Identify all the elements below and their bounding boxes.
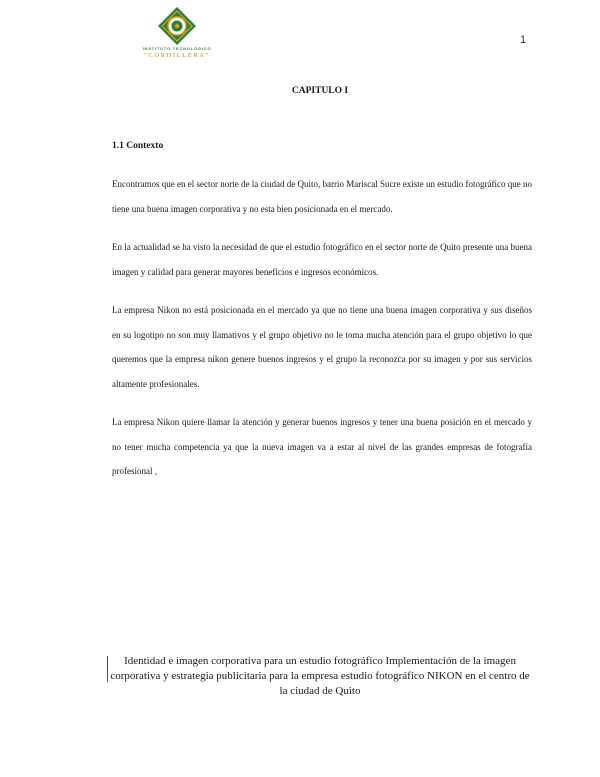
paragraph: En la actualidad se ha visto la necesidad de que el estudio fotográfico en el sector norte de Quito presente una buena imagen y calidad para generar mayores beneficios e ingresos económicos. (112, 242, 532, 277)
institution-subname: "CORDILLERA" (144, 52, 210, 59)
section-title: 1.1 Contexto (112, 141, 164, 151)
institution-emblem-icon (157, 6, 197, 46)
paragraph: La empresa Nikon no está posicionada en el mercado ya que no tiene una buena imagen corporativa y sus diseños en su logotipo no son muy llamativos y el grupo objetivo no le toma mucha atención para el grupo objetivo lo que queremos que la empresa nikon genere buenos ingresos y el grupo la reconozca por su imagen y por sus servicios altamente profesionales. (112, 305, 532, 389)
body-text (112, 172, 532, 498)
paragraph: Encontramos que en el sector norte de la ciudad de Quito, barrio Mariscal Sucre existe un estudio fotográfico que no tiene una buena imagen corporativa y no esta bien posicionada en el mercado. (112, 179, 532, 214)
paragraph: La empresa Nikon quiere llamar la atención y generar buenos ingresos y tener una buena posición en el mercado y no tener mucha competencia ya que la nueva imagen va a estar al nivel de las grandes empresas de fotografía profesional , (112, 417, 532, 476)
page-number: 1 (520, 34, 527, 46)
page-footer: Identidad e imagen corporativa para un estudio fotográfico Implementación de la imagen corporativa y estrategia publicitaria para la empresa estudio fotográfico NIKON en el centro de la ciudad de Quito (110, 655, 530, 697)
chapter-title: CAPITULO I (291, 86, 349, 96)
institution-name: INSTITUTO TECNOLÓGICO (142, 46, 212, 51)
institution-logo (132, 6, 222, 64)
